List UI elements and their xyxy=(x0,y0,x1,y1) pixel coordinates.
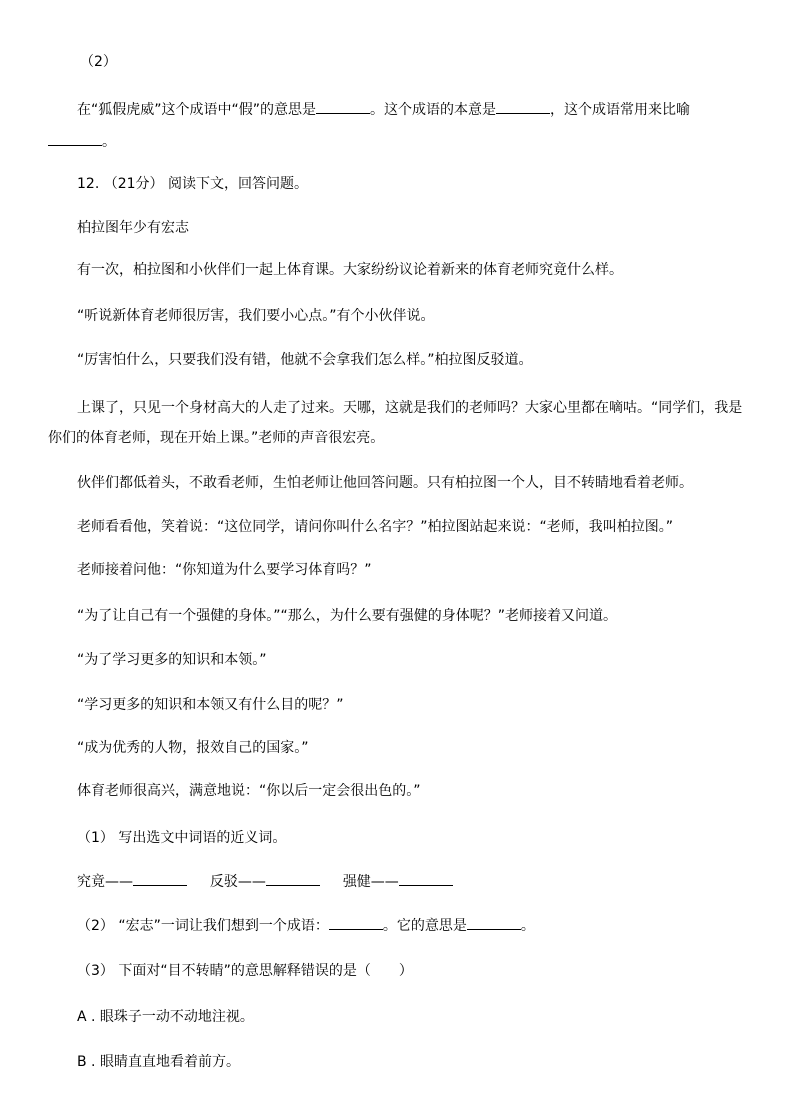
passage-paragraph: 有一次，柏拉图和小伙伴们一起上体育课。大家纷纷议论着新来的体育老师究竟什么样。 xyxy=(77,262,623,278)
answer-blank[interactable] xyxy=(496,101,550,114)
question-header: 12. （21分） 阅读下文，回答问题。 xyxy=(77,176,308,192)
passage-paragraph: 体育老师很高兴，满意地说：“你以后一定会很出色的。” xyxy=(77,783,421,799)
passage-paragraph: 伙伴们都低着头，不敢看老师，生怕老师让他回答问题。只有柏拉图一个人，目不转睛地看着老师。 xyxy=(77,475,693,491)
synonym-word: 究竟—— xyxy=(77,874,133,890)
answer-blank[interactable] xyxy=(133,873,187,886)
synonym-row xyxy=(77,873,453,891)
passage-paragraph: “学习更多的知识和本领又有什么目的呢？” xyxy=(77,697,344,713)
question-text: 。 xyxy=(520,918,535,934)
question-text: 。它的意思是 xyxy=(382,918,467,934)
question-text: 在“狐假虎威”这个成语中“假”的意思是 xyxy=(77,102,317,118)
answer-blank[interactable] xyxy=(266,873,320,886)
question-text: 。这个成语的本意是 xyxy=(370,102,497,118)
passage-paragraph: “听说新体育老师很厉害，我们要小心点。”有个小伙伴说。 xyxy=(77,308,435,324)
answer-blank[interactable] xyxy=(48,133,102,146)
answer-blank[interactable] xyxy=(467,917,521,930)
passage-paragraph: “成为优秀的人物，报效自己的国家。” xyxy=(77,740,309,756)
question-part-label: （2） xyxy=(80,54,117,70)
question-text: （2） “宏志”一词让我们想到一个成语： xyxy=(77,918,329,934)
passage-paragraph: 老师接着问他：“你知道为什么要学习体育吗？” xyxy=(77,562,372,578)
subquestion-3-prompt: （3） 下面对“目不转睛”的意思解释错误的是（ ） xyxy=(77,963,413,979)
passage-paragraph: 你们的体育老师，现在开始上课。”老师的声音很宏亮。 xyxy=(48,430,385,446)
passage-paragraph: “厉害怕什么，只要我们没有错，他就不会拿我们怎么样。”柏拉图反驳道。 xyxy=(77,352,533,368)
subquestion-2 xyxy=(77,917,535,935)
answer-blank[interactable] xyxy=(329,917,383,930)
answer-blank[interactable] xyxy=(399,873,453,886)
synonym-word: 强健—— xyxy=(342,874,399,890)
passage-paragraph: “为了学习更多的知识和本领。” xyxy=(77,652,267,668)
passage-paragraph: “为了让自己有一个强健的身体。”“那么，为什么要有强健的身体呢？”老师接着又问道。 xyxy=(77,608,618,624)
subquestion-1-prompt: （1） 写出选文中词语的近义词。 xyxy=(77,830,287,846)
synonym-word: 反驳—— xyxy=(209,874,266,890)
option-b[interactable]: B . 眼睛直直地看着前方。 xyxy=(77,1054,240,1070)
fill-blank-question xyxy=(77,101,690,119)
question-text: ，这个成语常用来比喻 xyxy=(550,102,691,118)
answer-blank[interactable] xyxy=(316,101,370,114)
option-a[interactable]: A . 眼珠子一动不动地注视。 xyxy=(77,1009,254,1025)
passage-paragraph: 上课了，只见一个身材高大的人走了过来。天哪，这就是我们的老师吗？大家心里都在嘀咕。“同学们，我是 xyxy=(77,400,743,416)
question-text: 。 xyxy=(102,134,116,150)
passage-title: 柏拉图年少有宏志 xyxy=(77,220,189,236)
fill-blank-continuation xyxy=(48,133,116,151)
passage-paragraph: 老师看看他，笑着说：“这位同学，请问你叫什么名字？”柏拉图站起来说：“老师，我叫柏拉图。” xyxy=(77,519,674,535)
